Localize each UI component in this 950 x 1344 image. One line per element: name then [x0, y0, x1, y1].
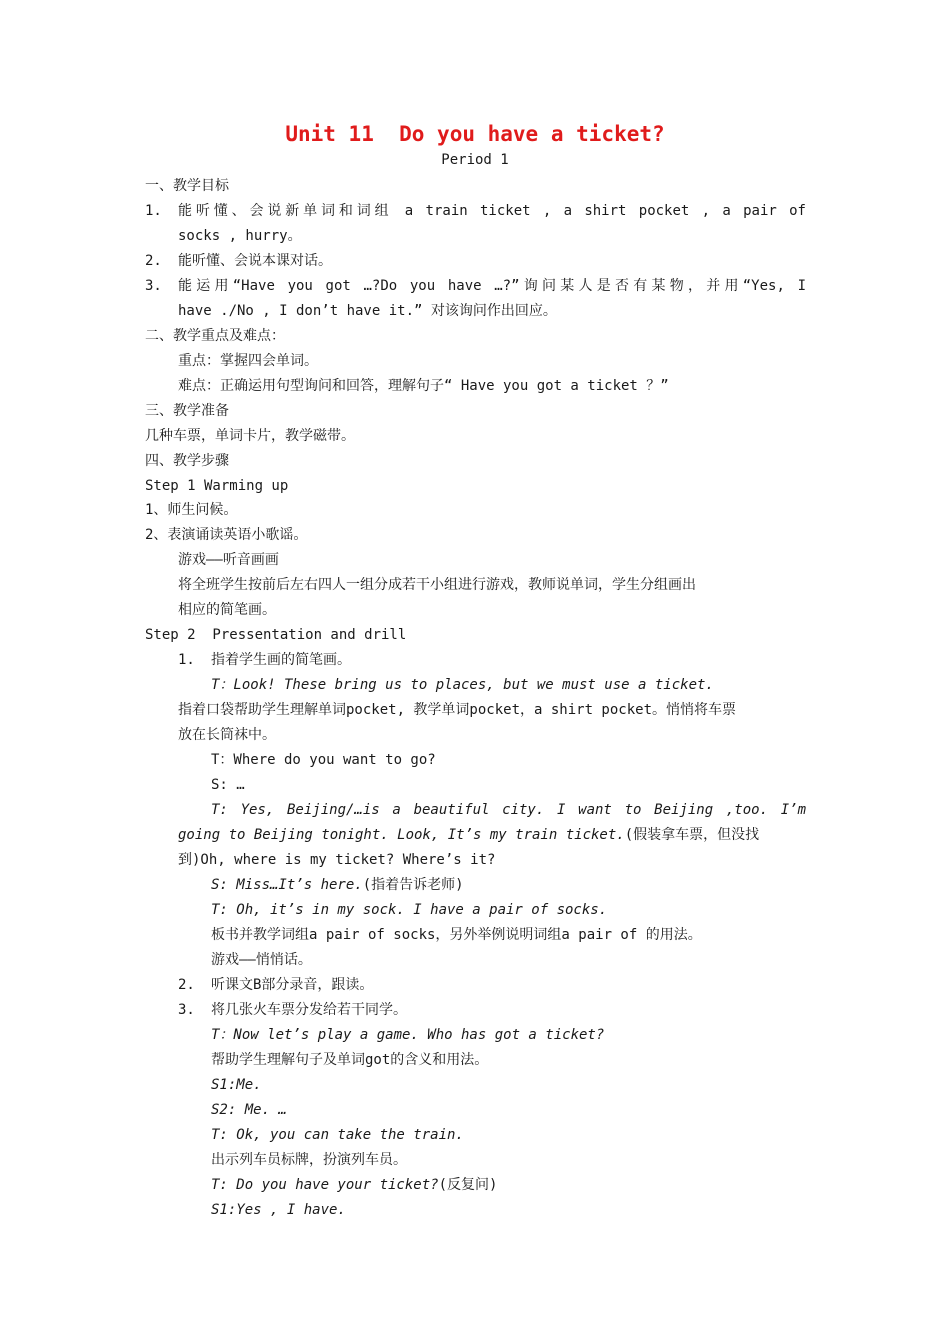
section-heading: 三、教学准备	[145, 403, 229, 419]
paragraph-line: 1、师生问候。	[145, 502, 238, 518]
list-number: 3.	[145, 278, 162, 294]
step-heading: Step 1 Warming up	[145, 478, 289, 494]
paragraph-line: 放在长筒袜中。	[178, 727, 276, 743]
dialogue-line: 到)Oh, where is my ticket? Where’s it?	[178, 852, 496, 868]
note-text: (反复问)	[438, 1177, 498, 1193]
dialogue-text: T: Do you have your ticket?	[211, 1177, 439, 1193]
list-item-text: 听课文B部分录音，跟读。	[211, 977, 374, 993]
paragraph-line: 指着口袋帮助学生理解单词pocket, 教学单词pocket，a shirt pocket。悄悄将车票	[178, 702, 737, 718]
dialogue-line: S2: Me. …	[211, 1102, 287, 1118]
section-heading: 一、教学目标	[145, 178, 229, 194]
dialogue-line: T：Where do you want to go?	[211, 752, 436, 768]
paragraph-line: 难点：正确运用句型询问和回答，理解句子“ Have you got a ticket ？”	[178, 378, 669, 394]
paragraph-line: 重点：掌握四会单词。	[178, 353, 318, 369]
paragraph-line: 游戏——悄悄话。	[211, 952, 312, 968]
dialogue-line-mixed	[211, 875, 464, 895]
note-text: (指着告诉老师)	[362, 877, 464, 893]
list-item-text: socks , hurry。	[178, 228, 302, 244]
paragraph-line: 2、表演诵读英语小歌谣。	[145, 527, 308, 543]
dialogue-line: T: Yes, Beijing/…is a beautiful city. I want to Beijing ,too. I’m	[211, 802, 806, 818]
step-heading: Step 2 Pressentation and drill	[145, 627, 407, 643]
dialogue-line: S: …	[211, 777, 245, 793]
paragraph-line: 帮助学生理解句子及单词got的含义和用法。	[211, 1052, 489, 1068]
section-heading: 二、教学重点及难点：	[145, 328, 285, 344]
note-text: (假装拿车票，但没找	[624, 827, 760, 843]
paragraph-line: 相应的简笔画。	[178, 602, 276, 618]
list-item-text: 指着学生画的简笔画。	[211, 652, 351, 668]
list-item-text: have ./No , I don’t have it.” 对该询问作出回应。	[178, 303, 557, 319]
dialogue-line: S1:Me.	[211, 1077, 262, 1093]
paragraph-line: 板书并教学词组a pair of socks，另外举例说明词组a pair of 的用法。	[211, 927, 702, 943]
dialogue-line: S1:Yes , I have.	[211, 1202, 346, 1218]
dialogue-line: T: Oh, it’s in my sock. I have a pair of socks.	[211, 902, 608, 918]
dialogue-line: T: Ok, you can take the train.	[211, 1127, 464, 1143]
list-number: 2.	[178, 977, 195, 993]
list-item-text: 能听懂、会说新单词和词组 a train ticket , a shirt pocket , a pair of	[178, 203, 806, 219]
dialogue-line-mixed	[178, 825, 759, 845]
dialogue-line-mixed	[211, 1175, 497, 1195]
document-title: Unit 11 Do you have a ticket?	[285, 122, 665, 146]
paragraph-line: 游戏——听音画画	[178, 552, 279, 568]
paragraph-line: 出示列车员标牌，扮演列车员。	[211, 1152, 407, 1168]
dialogue-line: T：Now let’s play a game. Who has got a ticket?	[211, 1027, 605, 1043]
list-number: 1.	[178, 652, 195, 668]
list-number: 3.	[178, 1002, 195, 1018]
paragraph-line: 将全班学生按前后左右四人一组分成若干小组进行游戏，教师说单词，学生分组画出	[178, 577, 696, 593]
list-number: 1.	[145, 203, 162, 219]
section-heading: 四、教学步骤	[145, 453, 229, 469]
dialogue-text: S: Miss…It’s here.	[211, 877, 363, 893]
list-item-text: 能运用“Have you got …?Do you have …?”询问某人是否有某物，并用“Yes, I	[178, 278, 806, 294]
period-label: Period 1	[441, 152, 509, 168]
list-item-text: 将几张火车票分发给若干同学。	[211, 1002, 407, 1018]
dialogue-text: going to Beijing tonight. Look, It’s my train ticket.	[178, 827, 625, 843]
paragraph-line: 几种车票，单词卡片，教学磁带。	[145, 428, 355, 444]
dialogue-line: T：Look! These bring us to places, but we must use a ticket.	[211, 677, 714, 693]
list-number: 2.	[145, 253, 162, 269]
list-item-text: 能听懂、会说本课对话。	[178, 253, 332, 269]
